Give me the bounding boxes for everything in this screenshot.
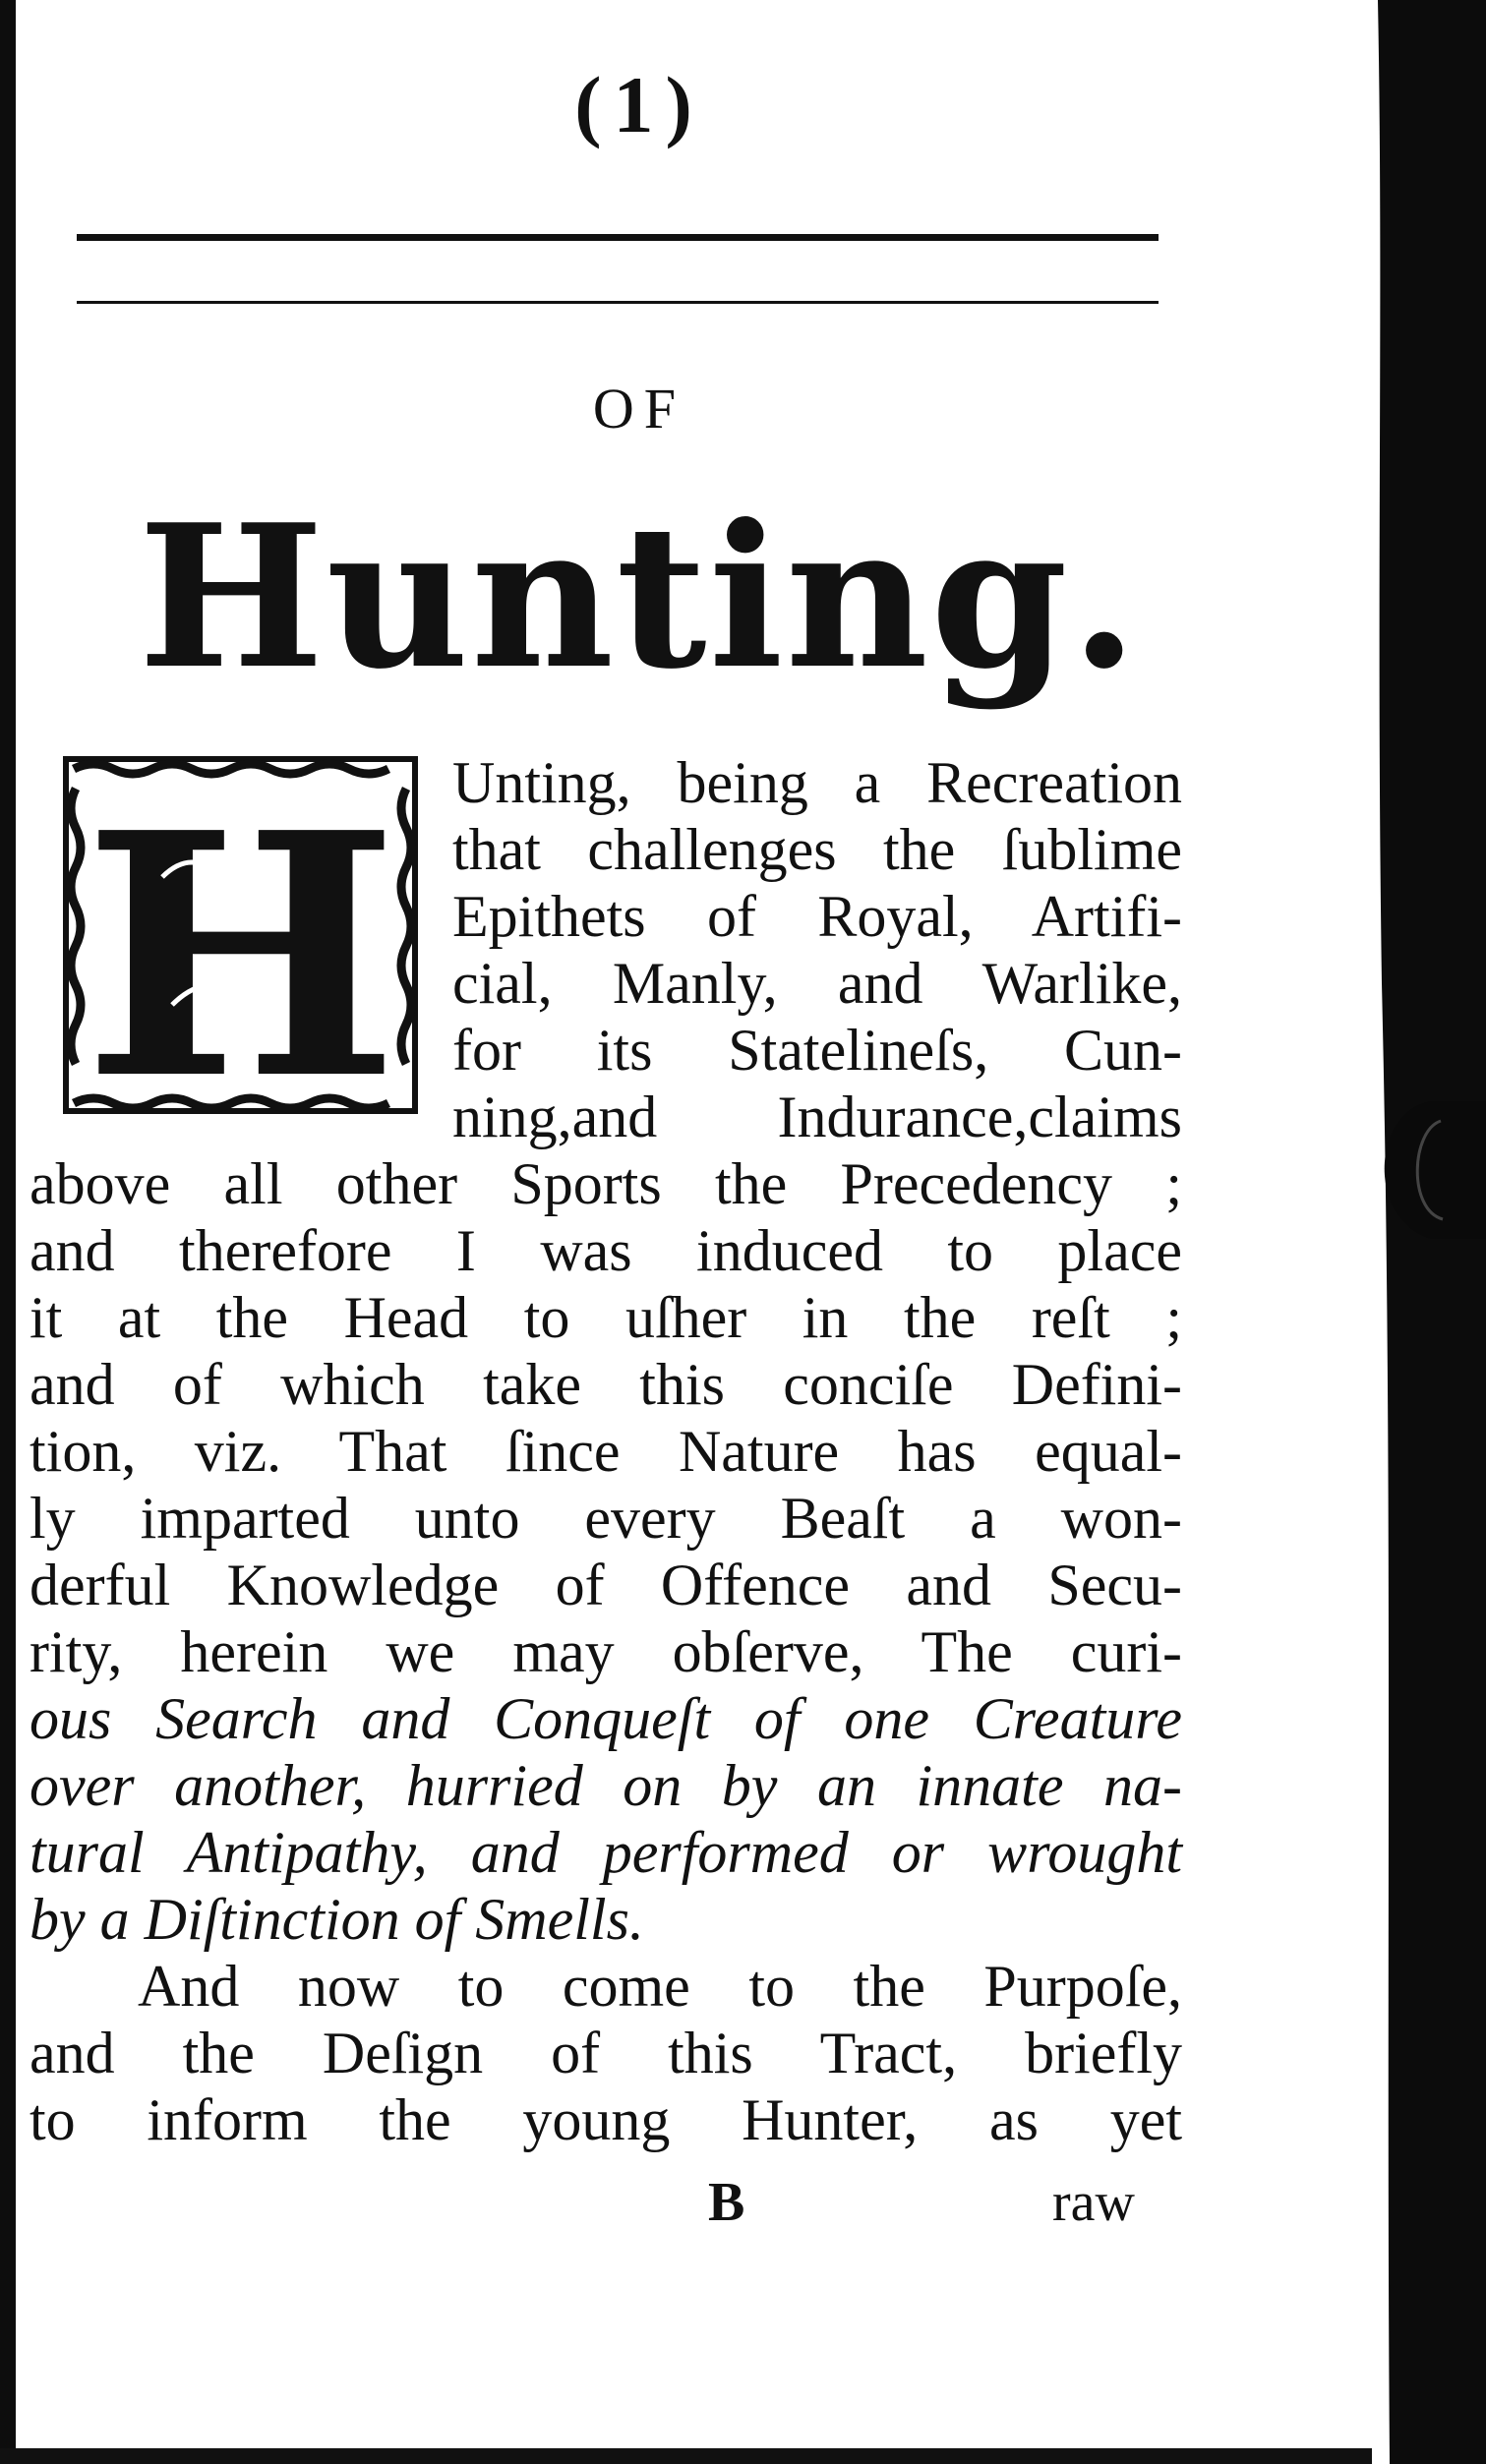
decorated-initial-drop-cap <box>54 749 428 1123</box>
book-spine-edge <box>1372 0 1486 2464</box>
text-line: it at the Head to uſher in the reſt ; <box>30 1285 1182 1350</box>
text-line: ning,and Indurance,claims <box>452 1085 1182 1149</box>
heading-of: OF <box>592 377 686 440</box>
text-line: And now to come to the Purpoſe, <box>138 1954 1182 2019</box>
text-line: ly imparted unto every Beaſt a won- <box>30 1486 1182 1551</box>
text-line: derful Knowledge of Offence and Secu- <box>30 1553 1182 1617</box>
drop-cap-letter: H <box>83 761 399 1123</box>
text-line: that challenges the ſublime <box>452 817 1182 882</box>
catchword: raw <box>1052 2172 1135 2233</box>
text-line: tion, viz. That ſince Nature has equal- <box>30 1419 1182 1484</box>
page-number: (1) <box>574 60 704 149</box>
top-rule-thin <box>77 301 1159 304</box>
text-line: Epithets of Royal, Artifi- <box>452 884 1182 949</box>
text-line: and of which take this conciſe Defini- <box>30 1352 1182 1417</box>
text-line: Unting, being a Recreation <box>452 750 1182 815</box>
text-line: ous Search and Conqueſt of one Creature <box>30 1686 1182 1751</box>
text-line: above all other Sports the Precedency ; <box>30 1151 1182 1216</box>
page-left-edge <box>0 0 16 2464</box>
text-line: tural Antipathy, and performed or wrought <box>30 1820 1182 1885</box>
page-title: Hunting. <box>138 482 1141 713</box>
text-line: cial, Manly, and Warlike, <box>452 951 1182 1016</box>
text-line: and therefore I was induced to place <box>30 1218 1182 1283</box>
text-line: by a Diſtinction of Smells. <box>30 1887 644 1952</box>
text-line: over another, hurried on by an innate na- <box>30 1753 1182 1818</box>
page-bottom-edge <box>0 2448 1486 2464</box>
text-line: for its Statelineſs, Cun- <box>452 1018 1182 1083</box>
text-line: rity, herein we may obſerve, The curi- <box>30 1619 1182 1684</box>
text-line: to inform the young Hunter, as yet <box>30 2087 1182 2152</box>
top-rule-thick <box>77 234 1159 241</box>
text-line: and the Deſign of this Tract, briefly <box>30 2021 1182 2085</box>
signature-mark: B <box>708 2172 745 2233</box>
